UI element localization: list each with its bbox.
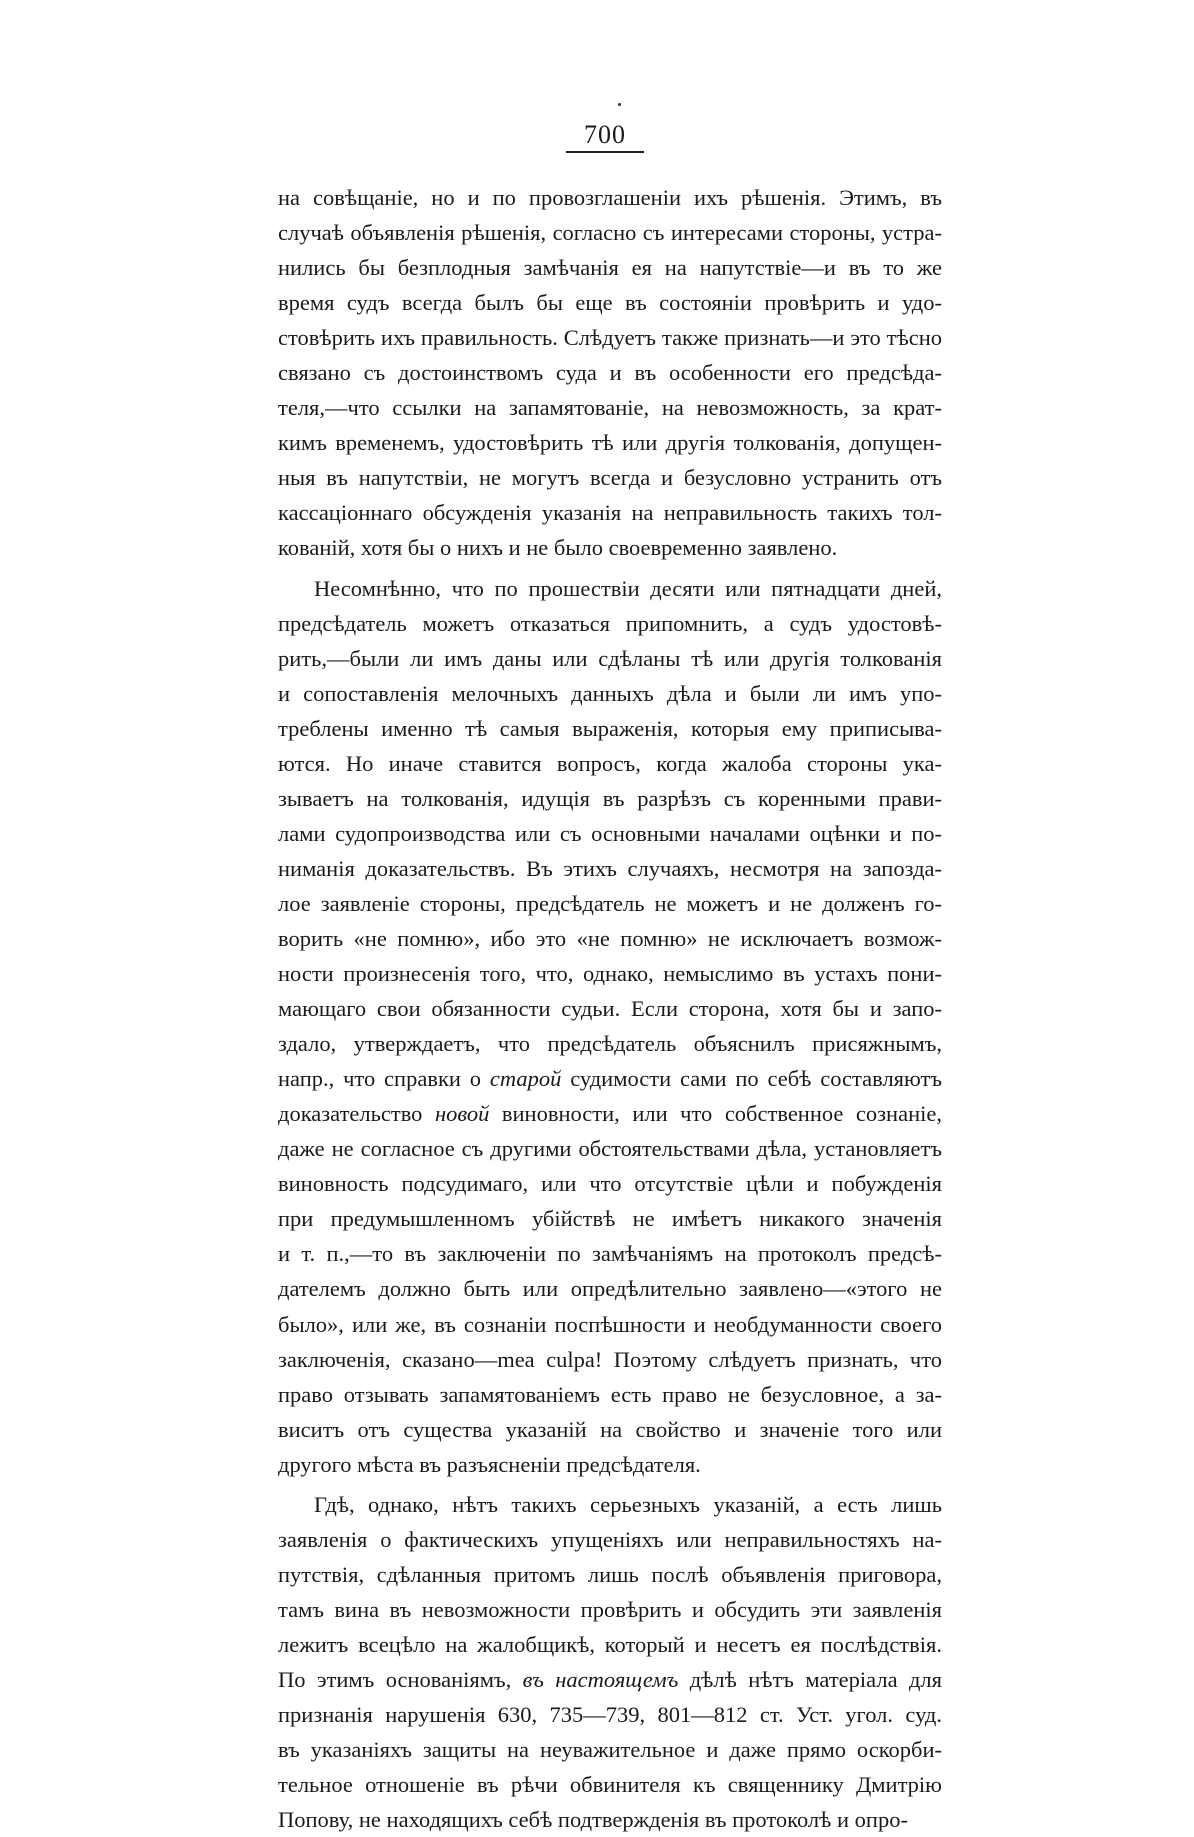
text-line: право отзывать запамятованіемъ есть право не безусловное, а за- xyxy=(278,1381,942,1407)
text-line: нились бы безплодныя замѣчанія ея на напутствіе—и въ то же xyxy=(278,255,942,281)
text-line: кассаціоннаго обсужденія указанія на неправильность такихъ тол- xyxy=(278,500,942,526)
text-line: виновность подсудимаго, или что отсутствіе цѣли и побужденія xyxy=(278,1171,942,1197)
text-line: время судъ всегда былъ бы еще въ состояніи провѣрить и удо- xyxy=(278,290,942,316)
page-number: 700 xyxy=(584,120,626,149)
text-line: ниманія доказательствъ. Въ этихъ случаяхъ, несмотря на запозда- xyxy=(278,855,942,881)
text-line: треблены именно тѣ самыя выраженія, которыя ему приписыва- xyxy=(278,715,942,741)
text-line: рить,—были ли имъ даны или сдѣланы тѣ или другія толкованія xyxy=(278,645,942,671)
text-line: стовѣрить ихъ правильность. Слѣдуетъ также признать—и это тѣсно xyxy=(278,325,942,351)
text-line: тамъ вина въ невозможности провѣрить и обсудить эти заявленія xyxy=(278,1596,942,1622)
text-line: заключенія, сказано—mea culpa! Поэтому слѣдуетъ признать, что xyxy=(278,1346,942,1372)
text-line: путствія, сдѣланныя притомъ лишь послѣ объявленія приговора, xyxy=(278,1561,942,1587)
text-line: тельное отношеніе въ рѣчи обвинителя къ священнику Дмитрію xyxy=(278,1772,942,1798)
text-line: здало, утверждаетъ, что предсѣдатель объяснилъ присяжнымъ, xyxy=(278,1031,942,1057)
text-line: предсѣдатель можетъ отказаться припомнить, а судъ удостовѣ- xyxy=(278,610,942,636)
text-line: на совѣщаніе, но и по провозглашеніи ихъ рѣшенія. Этимъ, въ xyxy=(278,185,942,210)
text-line: и т. п.,—то въ заключеніи по замѣчаніямъ на протоколъ предсѣ- xyxy=(278,1241,942,1267)
text-line: въ указаніяхъ защиты на неуважительное и даже прямо оскорби- xyxy=(278,1737,942,1763)
text-line: лое заявленіе стороны, предсѣдатель не можетъ и не долженъ го- xyxy=(278,890,942,916)
text-line: напр., что справки о старой судимости сами по себѣ составляютъ xyxy=(278,1066,942,1092)
text-line: теля,—что ссылки на запамятованіе, на невозможность, за крат- xyxy=(278,395,942,421)
text-line: ности произнесенія того, что, однако, немыслимо въ устахъ пони- xyxy=(278,961,942,987)
text-line: ворить «не помню», ибо это «не помню» не исключаетъ возмож- xyxy=(278,925,942,951)
text-line: связано съ достоинствомъ суда и въ особенности его предсѣда- xyxy=(278,360,942,386)
text-line: мающаго свои обязанности судьи. Если сторона, хотя бы и запо- xyxy=(278,996,942,1022)
text-line: Несомнѣнно, что по прошествіи десяти или пятнадцати дней, xyxy=(314,575,942,601)
text-line: лежитъ всецѣло на жалобщикѣ, который и несетъ ея послѣдствія. xyxy=(278,1631,942,1657)
text-line: кованій, хотя бы о нихъ и не было своевременно заявлено. xyxy=(278,535,838,561)
text-line: было», или же, въ сознаніи поспѣшности и необдуманности своего xyxy=(278,1311,942,1337)
text-line: ныя въ напутствіи, не могутъ всегда и безусловно устранить отъ xyxy=(278,465,942,491)
text-line: виситъ отъ существа указаній на свойство и значеніе того или xyxy=(278,1416,942,1442)
text-line: ются. Но иначе ставится вопросъ, когда жалоба стороны ука- xyxy=(278,750,942,776)
text-line: Гдѣ, однако, нѣтъ такихъ серьезныхъ указаній, а есть лишь xyxy=(314,1491,942,1517)
text-line: при предумышленномъ убійствѣ не имѣетъ никакого значенія xyxy=(278,1206,942,1232)
page-number-rule xyxy=(566,151,644,153)
body-text xyxy=(278,180,942,1837)
text-line: и сопоставленія мелочныхъ данныхъ дѣла и были ли имъ упо- xyxy=(278,680,942,706)
text-line: другого мѣста въ разъясненіи предсѣдателя. xyxy=(278,1451,701,1477)
text-line: Попову, не находящихъ себѣ подтвержденія въ протоколѣ и опро- xyxy=(278,1807,908,1833)
text-line: доказательство новой виновности, или что собственное сознаніе, xyxy=(278,1101,942,1127)
text-line: По этимъ основаніямъ, въ настоящемъ дѣлѣ нѣтъ матеріала для xyxy=(278,1666,942,1692)
text-line: дателемъ должно быть или опредѣлительно заявлено—«этого не xyxy=(278,1276,942,1302)
text-line: даже не согласное съ другими обстоятельствами дѣла, установляетъ xyxy=(278,1136,942,1162)
text-line: случаѣ объявленія рѣшенія, согласно съ интересами стороны, устра- xyxy=(278,220,942,246)
print-speck xyxy=(618,103,621,106)
text-line: лами судопроизводства или съ основными началами оцѣнки и по- xyxy=(278,820,942,846)
text-line: заявленія о фактическихъ упущеніяхъ или неправильностяхъ на- xyxy=(278,1526,942,1552)
text-line: зываетъ на толкованія, идущія въ разрѣзъ съ коренными прави- xyxy=(278,785,942,811)
text-line: признанія нарушенія 630, 735—739, 801—812 ст. Уст. угол. суд. xyxy=(278,1702,942,1728)
text-line: кимъ временемъ, удостовѣрить тѣ или другія толкованія, допущен- xyxy=(278,430,942,456)
